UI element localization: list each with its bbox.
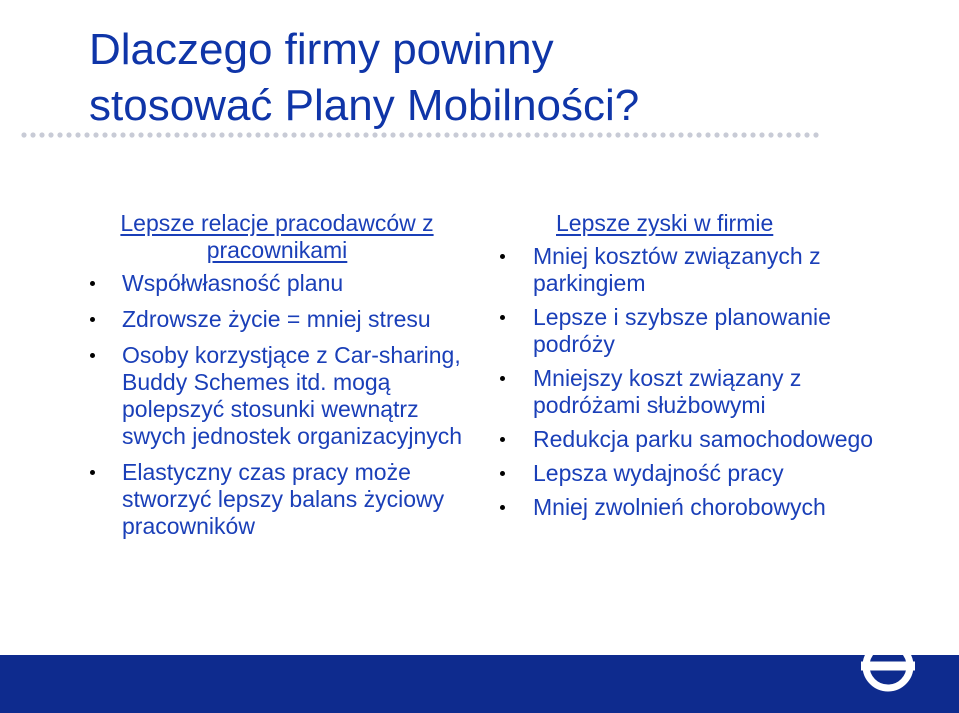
divider-dot [741,132,746,137]
divider-dot [804,132,809,137]
divider-dot [417,132,422,137]
divider-dot [120,132,125,137]
divider-dot [786,132,791,137]
left-column-list [84,270,464,540]
divider-dot [93,132,98,137]
divider-dot [660,132,665,137]
divider-dot [57,132,62,137]
list-item [493,365,913,419]
divider-dot [327,132,332,137]
divider-dot [579,132,584,137]
divider-dot [165,132,170,137]
divider-dot [597,132,602,137]
divider-dot [66,132,71,137]
divider-dot [624,132,629,137]
divider-dot [354,132,359,137]
divider-dot [174,132,179,137]
list-item-text: Lepsza wydajność pracy [533,460,784,486]
divider-dot [48,132,53,137]
divider-dot [75,132,80,137]
list-item-text: Osoby korzystjące z Car-sharing, Buddy Schemes itd. mogą polepszyć stosunki wewnątrz swych jednostek organizacyjnych [122,342,463,449]
divider-dot [102,132,107,137]
left-column [84,210,464,549]
divider-dot [228,132,233,137]
slide-title [89,22,909,134]
divider-dot [399,132,404,137]
list-item-text: Mniejszy koszt związany z podróżami służbowymi [533,365,802,418]
divider-dot [453,132,458,137]
dotted-divider [20,130,825,140]
divider-dot [777,132,782,137]
divider-dot [309,132,314,137]
bullet-icon [90,470,95,475]
divider-dot [480,132,485,137]
list-item [84,459,464,540]
divider-dot [534,132,539,137]
divider-dot [183,132,188,137]
bullet-icon [500,471,505,476]
divider-dot [219,132,224,137]
divider-dot [651,132,656,137]
list-item [84,342,464,450]
divider-dot [363,132,368,137]
divider-dot [282,132,287,137]
left-column-heading: Lepsze relacje pracodawców z pracownikami [120,210,434,263]
list-item-text: Lepsze i szybsze planowanie podróży [533,304,831,357]
list-item [84,306,464,333]
title-line-2: stosować Plany Mobilności? [89,81,640,130]
divider-dot [435,132,440,137]
divider-dot [669,132,674,137]
divider-dot [318,132,323,137]
list-item-text: Współwłasność planu [122,270,344,296]
divider-dot [768,132,773,137]
list-item-text: Zdrowsze życie = mniej stresu [122,306,431,332]
divider-dot [552,132,557,137]
list-item [493,460,913,487]
divider-dot [210,132,215,137]
divider-dot [678,132,683,137]
tfl-roundel-logo-icon [858,636,918,696]
list-item [493,243,913,297]
list-item [493,426,913,453]
bullet-icon [90,317,95,322]
divider-dot [372,132,377,137]
bullet-icon [500,315,505,320]
divider-dot [390,132,395,137]
divider-dot [696,132,701,137]
divider-dot [570,132,575,137]
divider-dot [345,132,350,137]
divider-dot [426,132,431,137]
divider-dot [273,132,278,137]
divider-dot [111,132,116,137]
bullet-icon [500,437,505,442]
divider-dot [642,132,647,137]
divider-dot [489,132,494,137]
divider-dot [381,132,386,137]
bullet-icon [500,254,505,259]
list-item-text: Elastyczny czas pracy może stworzyć lepszy balans życiowy pracowników [122,459,445,539]
divider-dot [237,132,242,137]
divider-dot [750,132,755,137]
divider-dot [732,132,737,137]
list-item-text: Mniej zwolnień chorobowych [533,494,826,520]
divider-dot [687,132,692,137]
divider-dot [129,132,134,137]
divider-dot [147,132,152,137]
divider-dot [507,132,512,137]
list-item [493,494,913,521]
list-item-text: Mniej kosztów związanych z parkingiem [533,243,821,296]
divider-dot [138,132,143,137]
divider-dot [795,132,800,137]
divider-dot [264,132,269,137]
divider-dot [714,132,719,137]
divider-dot [561,132,566,137]
list-item-text: Redukcja parku samochodowego [533,426,874,452]
divider-dot [300,132,305,137]
bullet-icon [500,505,505,510]
divider-dot [201,132,206,137]
divider-dot [498,132,503,137]
list-item [84,270,464,297]
divider-dot [21,132,26,137]
divider-dot [408,132,413,137]
divider-dot [471,132,476,137]
divider-dot [615,132,620,137]
right-column-heading-text: Lepsze zyski w firmie [556,210,774,236]
right-column-heading [493,210,913,237]
divider-dot [723,132,728,137]
divider-dot [192,132,197,137]
divider-dot [759,132,764,137]
divider-dot [705,132,710,137]
divider-dot [606,132,611,137]
divider-dot [444,132,449,137]
divider-dot [336,132,341,137]
divider-dot [462,132,467,137]
divider-dot [588,132,593,137]
bullet-icon [90,353,95,358]
divider-dot [633,132,638,137]
right-column [493,210,913,528]
divider-dot [30,132,35,137]
footer-bar [0,655,959,713]
divider-dot [525,132,530,137]
bullet-icon [90,281,95,286]
divider-dot [246,132,251,137]
divider-dot [39,132,44,137]
divider-dot [84,132,89,137]
divider-dot [516,132,521,137]
divider-dot [543,132,548,137]
list-item [493,304,913,358]
divider-dot [813,132,818,137]
divider-dot [255,132,260,137]
divider-dot [291,132,296,137]
right-column-list [493,243,913,521]
divider-dot [156,132,161,137]
title-line-1: Dlaczego firmy powinny [89,25,554,74]
bullet-icon [500,376,505,381]
